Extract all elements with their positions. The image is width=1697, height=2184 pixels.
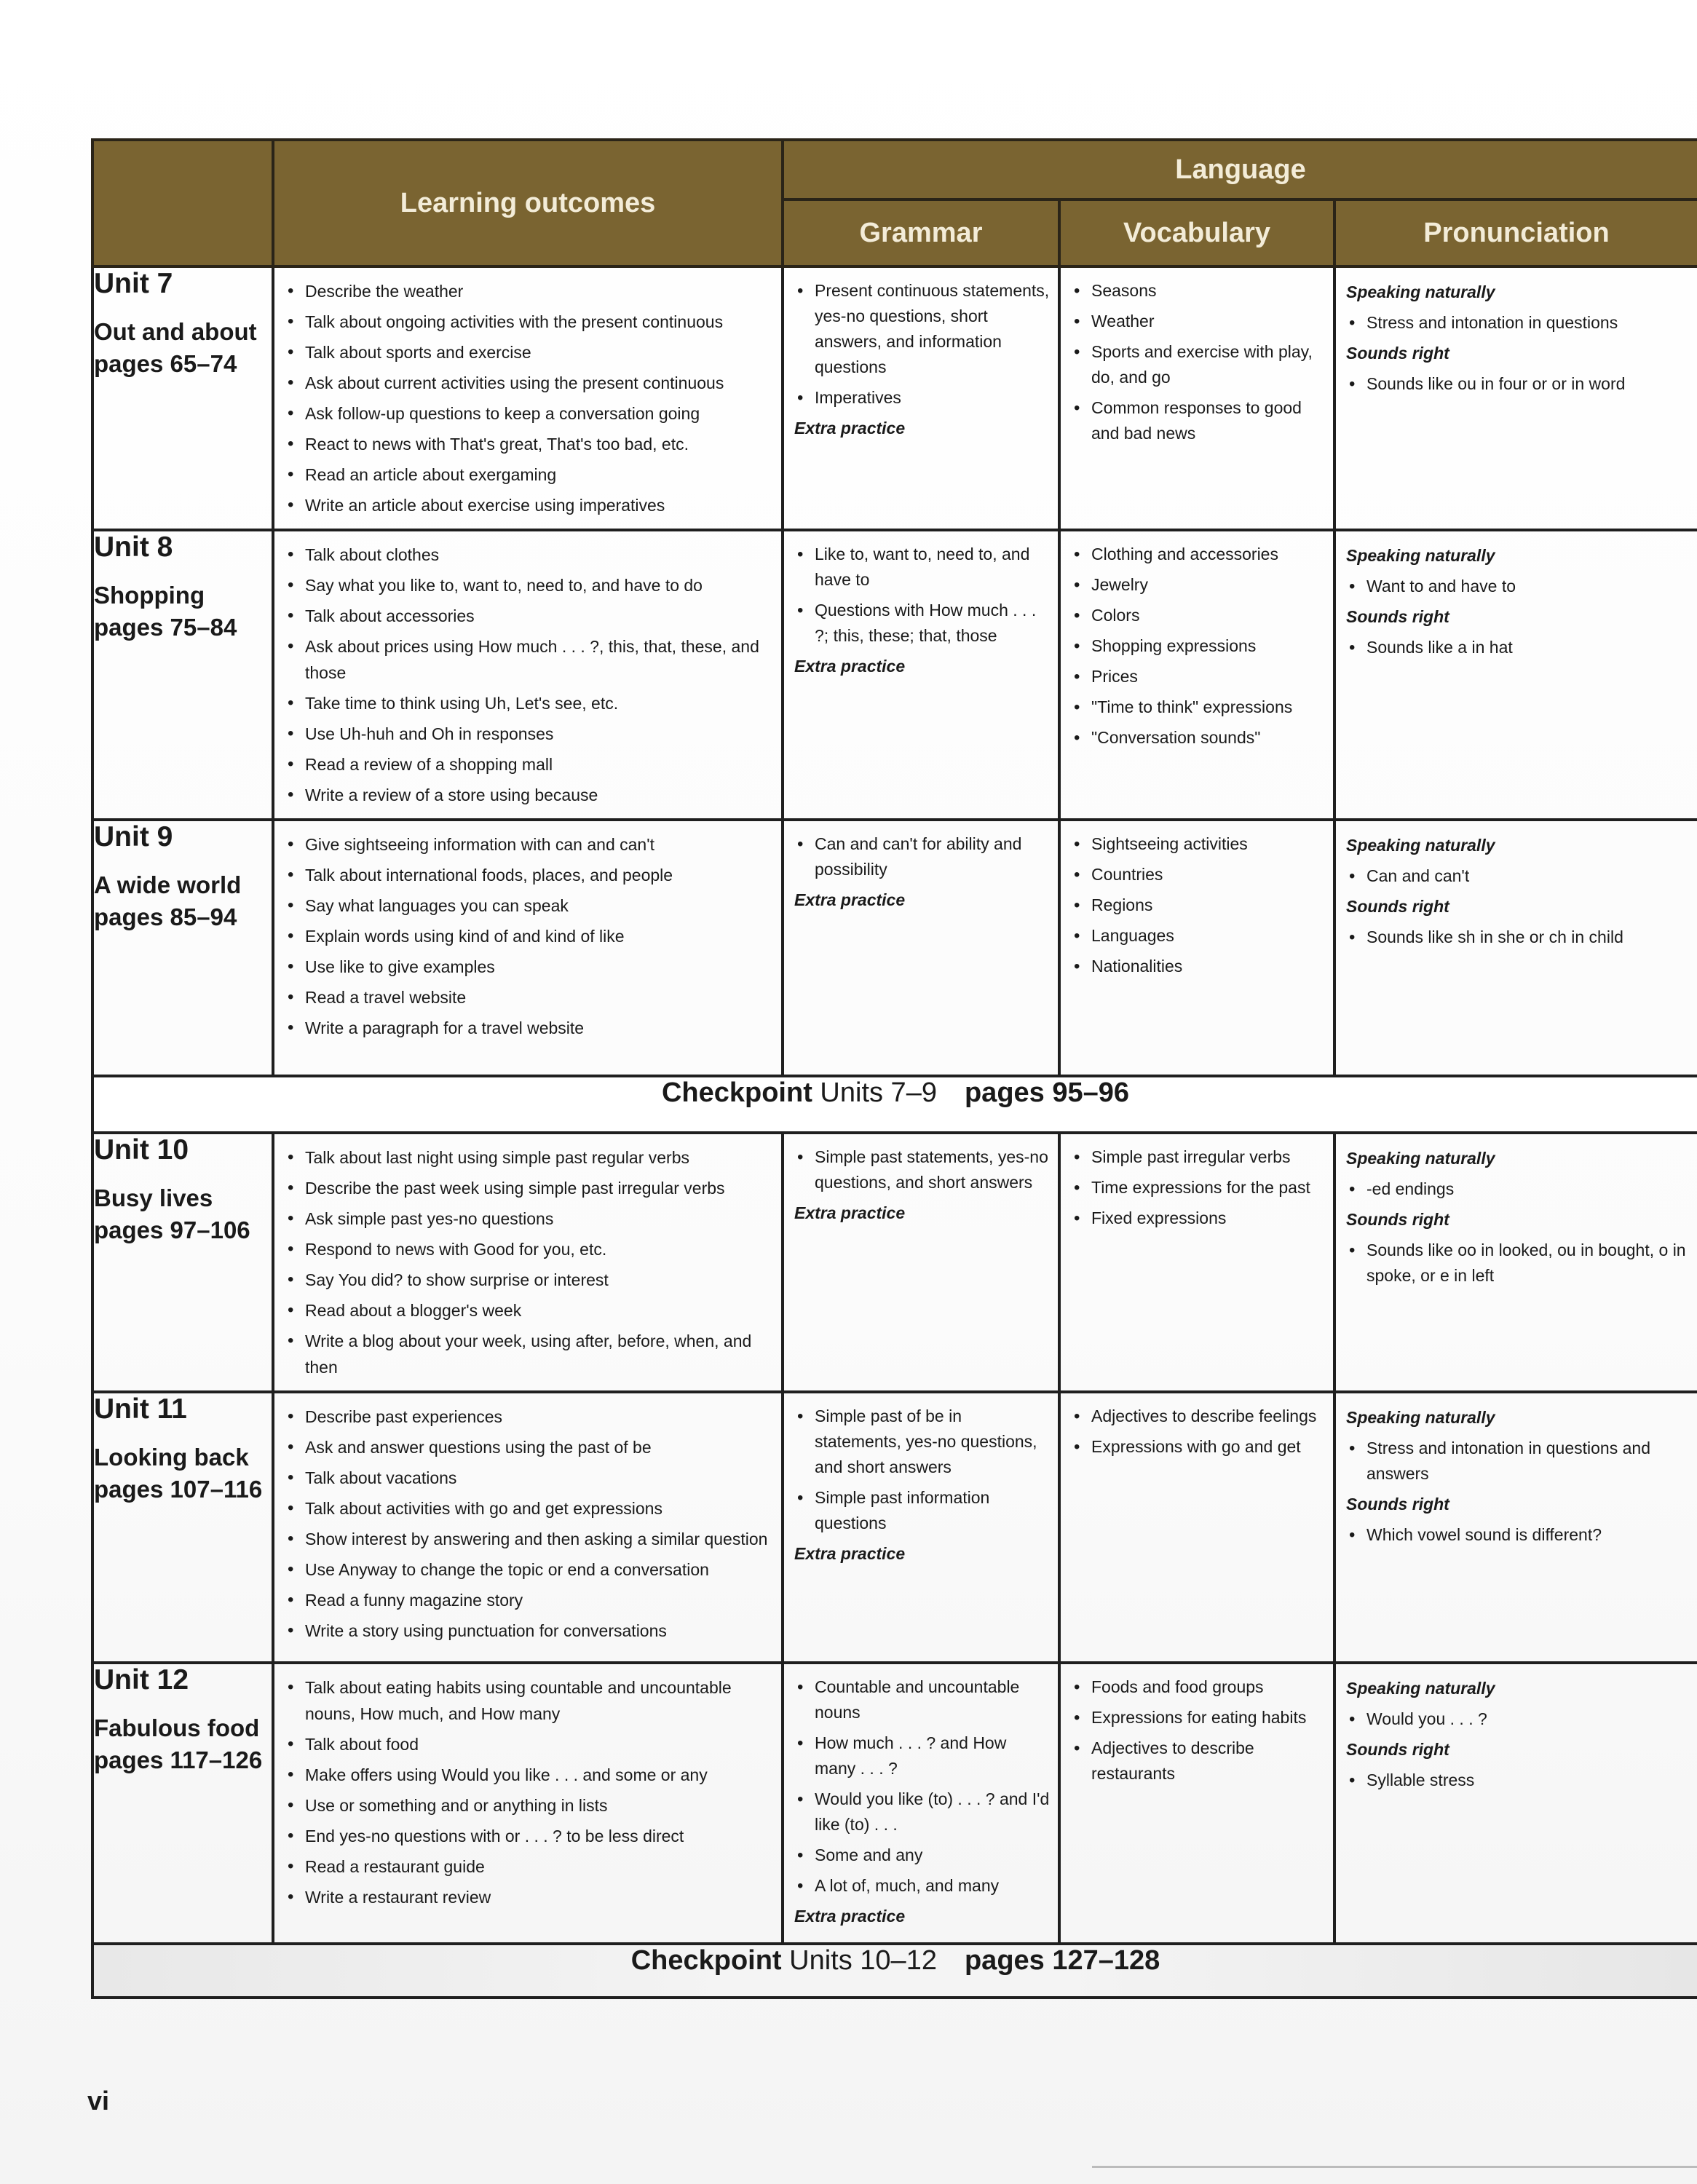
pronunciation-list: [1336, 821, 1697, 961]
extra-practice-label: Extra practice: [794, 1203, 906, 1222]
list-item: • -ed endings: [1346, 1176, 1690, 1202]
list-item: • Say what you like to, want to, need to, and have to do: [285, 572, 774, 598]
learning-outcomes-cell: [273, 530, 783, 820]
list-item: • Use like to give examples: [285, 954, 774, 980]
unit-row-8: [92, 530, 1697, 820]
divider: [1092, 2166, 1697, 2168]
list-item: • Ask and answer questions using the past of be: [285, 1434, 774, 1460]
unit-title: Busy lives: [94, 1184, 213, 1211]
unit-cell: [92, 1663, 273, 1944]
unit-row-12: [92, 1663, 1697, 1944]
list-item: • Which vowel sound is different?: [1346, 1522, 1690, 1548]
vocabulary-cell: [1059, 266, 1334, 530]
pronunciation-cell: [1334, 530, 1697, 820]
list-item: • A lot of, much, and many: [794, 1873, 1051, 1899]
list-item: • Shopping expressions: [1071, 633, 1326, 659]
list-item: • Read a restaurant guide: [285, 1853, 774, 1880]
unit-pages: pages 117–126: [94, 1746, 263, 1773]
pronunciation-list: [1336, 1393, 1697, 1559]
pronunciation-label: Speaking naturally: [1346, 1149, 1495, 1168]
list-item: • Expressions for eating habits: [1071, 1705, 1326, 1730]
unit-title: Fabulous food: [94, 1714, 260, 1741]
unit-number: Unit 7: [94, 268, 173, 299]
unit-row-7: [92, 266, 1697, 530]
list-item: • Ask about current activities using the present continuous: [285, 370, 774, 396]
list-item: • Describe the past week using simple past irregular verbs: [285, 1175, 774, 1201]
scope-sequence-table: [91, 138, 1697, 1999]
unit-cell: [92, 1133, 273, 1392]
grammar-cell: [783, 820, 1059, 1076]
unit-number: Unit 9: [94, 821, 173, 852]
vocabulary-cell: [1059, 530, 1334, 820]
unit-pages: pages 107–116: [94, 1476, 263, 1503]
pronunciation-label: Sounds right: [1346, 1495, 1449, 1514]
vocabulary-list: [1061, 1393, 1333, 1471]
list-item: • Take time to think using Uh, Let's see, etc.: [285, 690, 774, 716]
pronunciation-label: Sounds right: [1346, 1210, 1449, 1229]
list-item: • Prices: [1071, 664, 1326, 689]
list-item: • Some and any: [794, 1843, 1051, 1868]
list-item: • Can and can't for ability and possibility: [794, 831, 1051, 882]
unit-number: Unit 8: [94, 531, 173, 563]
list-item: • Sightseeing activities: [1071, 831, 1326, 857]
grammar-list: [784, 821, 1058, 924]
header-learning-outcomes: Learning outcomes: [273, 140, 783, 266]
list-item: • Ask about prices using How much . . . ?, this, that, these, and those: [285, 633, 774, 686]
list-item: • Sounds like ou in four or or in word: [1346, 371, 1690, 397]
checkpoint-units: Units 7–9: [820, 1077, 937, 1108]
list-item: • Say what languages you can speak: [285, 893, 774, 919]
list-item: • Sounds like oo in looked, ou in bought, o in spoke, or e in left: [1346, 1238, 1690, 1289]
header-blank-cell: [92, 140, 273, 266]
unit-number: Unit 11: [94, 1393, 187, 1425]
pronunciation-label: Speaking naturally: [1346, 836, 1495, 855]
outcomes-list: [274, 531, 781, 818]
list-item: • Write a review of a store using because: [285, 782, 774, 808]
grammar-cell: [783, 1133, 1059, 1392]
grammar-cell: [783, 530, 1059, 820]
grammar-list: [784, 531, 1058, 690]
grammar-list: [784, 1393, 1058, 1578]
pronunciation-label: Speaking naturally: [1346, 1679, 1495, 1698]
pronunciation-label: Speaking naturally: [1346, 1408, 1495, 1427]
outcomes-list: [274, 821, 781, 1051]
vocabulary-list: [1061, 1664, 1333, 1797]
list-item: • Write a story using punctuation for conversations: [285, 1618, 774, 1644]
header-pronunciation: Pronunciation: [1334, 199, 1697, 266]
list-item: • Common responses to good and bad news: [1071, 395, 1326, 446]
list-item: • Clothing and accessories: [1071, 542, 1326, 567]
unit-cell: [92, 820, 273, 1076]
checkpoint-row: [92, 1944, 1697, 1998]
pronunciation-cell: [1334, 1392, 1697, 1663]
table-body: [92, 266, 1697, 1998]
list-item: • Sounds like a in hat: [1346, 635, 1690, 660]
list-item: • Questions with How much . . . ?; this, these; that, those: [794, 598, 1051, 649]
list-item: • Like to, want to, need to, and have to: [794, 542, 1051, 593]
pronunciation-cell: [1334, 266, 1697, 530]
list-item: • Make offers using Would you like . . . and some or any: [285, 1762, 774, 1788]
list-item: • Jewelry: [1071, 572, 1326, 598]
list-item: • Expressions with go and get: [1071, 1434, 1326, 1460]
list-item: • Imperatives: [794, 385, 1051, 411]
list-item: • Foods and food groups: [1071, 1674, 1326, 1700]
list-item: • Talk about ongoing activities with the present continuous: [285, 309, 774, 335]
pronunciation-label: Speaking naturally: [1346, 546, 1495, 565]
learning-outcomes-cell: [273, 820, 783, 1076]
unit-row-11: [92, 1392, 1697, 1663]
list-item: • Respond to news with Good for you, etc.: [285, 1236, 774, 1262]
unit-title: Looking back: [94, 1444, 249, 1471]
list-item: • Want to and have to: [1346, 574, 1690, 599]
list-item: • Describe past experiences: [285, 1404, 774, 1430]
pronunciation-label: Sounds right: [1346, 1740, 1449, 1759]
list-item: • How much . . . ? and How many . . . ?: [794, 1730, 1051, 1781]
pronunciation-cell: [1334, 1663, 1697, 1944]
list-item: • Write a restaurant review: [285, 1884, 774, 1910]
pronunciation-list: [1336, 268, 1697, 408]
list-item: • Read about a blogger's week: [285, 1297, 774, 1324]
checkpoint-cell: [92, 1944, 1697, 1998]
list-item: • Use Uh-huh and Oh in responses: [285, 721, 774, 747]
header-language: Language: [783, 140, 1697, 199]
vocabulary-list: [1061, 531, 1333, 761]
list-item: • Nationalities: [1071, 954, 1326, 979]
list-item: • Countable and uncountable nouns: [794, 1674, 1051, 1725]
pronunciation-cell: [1334, 820, 1697, 1076]
list-item: • Present continuous statements, yes-no questions, short answers, and information questions: [794, 278, 1051, 380]
unit-title: Shopping: [94, 582, 205, 609]
vocabulary-list: [1061, 821, 1333, 990]
grammar-cell: [783, 1392, 1059, 1663]
list-item: • Use or something and or anything in lists: [285, 1792, 774, 1819]
outcomes-list: [274, 1134, 781, 1390]
list-item: • Stress and intonation in questions: [1346, 310, 1690, 336]
list-item: • Sounds like sh in she or ch in child: [1346, 925, 1690, 950]
header-vocabulary: Vocabulary: [1059, 199, 1334, 266]
pronunciation-label: Sounds right: [1346, 607, 1449, 626]
unit-cell: [92, 1392, 273, 1663]
list-item: • Read a travel website: [285, 984, 774, 1010]
checkpoint-row: [92, 1076, 1697, 1133]
list-item: • Write a blog about your week, using after, before, when, and then: [285, 1328, 774, 1380]
unit-number: Unit 10: [94, 1134, 189, 1166]
list-item: • Describe the weather: [285, 278, 774, 304]
vocabulary-list: [1061, 268, 1333, 457]
unit-pages: pages 97–106: [94, 1216, 250, 1243]
unit-pages: pages 65–74: [94, 350, 237, 377]
list-item: • Ask follow-up questions to keep a conversation going: [285, 400, 774, 427]
unit-title: Out and about: [94, 318, 257, 345]
list-item: • "Conversation sounds": [1071, 725, 1326, 751]
list-item: • Countries: [1071, 862, 1326, 887]
unit-row-10: [92, 1133, 1697, 1392]
vocabulary-cell: [1059, 1133, 1334, 1392]
list-item: • Write an article about exercise using imperatives: [285, 492, 774, 518]
page-number: vi: [87, 2086, 110, 2116]
checkpoint-units: Units 10–12: [789, 1945, 937, 1976]
list-item: • Talk about sports and exercise: [285, 339, 774, 365]
list-item: • Give sightseeing information with can and can't: [285, 831, 774, 858]
outcomes-list: [274, 1664, 781, 1920]
pronunciation-list: [1336, 1134, 1697, 1299]
list-item: • Read an article about exergaming: [285, 462, 774, 488]
pronunciation-list: [1336, 531, 1697, 671]
pronunciation-label: Speaking naturally: [1346, 282, 1495, 301]
outcomes-list: [274, 1393, 781, 1654]
learning-outcomes-cell: [273, 266, 783, 530]
vocabulary-cell: [1059, 1392, 1334, 1663]
extra-practice-label: Extra practice: [794, 890, 906, 909]
list-item: • Talk about eating habits using countable and uncountable nouns, How much, and How many: [285, 1674, 774, 1727]
list-item: • Weather: [1071, 309, 1326, 334]
extra-practice-label: Extra practice: [794, 657, 906, 676]
learning-outcomes-cell: [273, 1133, 783, 1392]
checkpoint-word: Checkpoint: [630, 1945, 782, 1976]
checkpoint-pages: pages 127–128: [964, 1945, 1160, 1976]
list-item: • Languages: [1071, 923, 1326, 949]
list-item: • Simple past information questions: [794, 1485, 1051, 1536]
list-item: • Talk about clothes: [285, 542, 774, 568]
pronunciation-list: [1336, 1664, 1697, 1804]
list-item: • Show interest by answering and then asking a similar question: [285, 1526, 774, 1552]
list-item: • Talk about international foods, places, and people: [285, 862, 774, 888]
extra-practice-label: Extra practice: [794, 419, 906, 438]
extra-practice-label: Extra practice: [794, 1907, 906, 1926]
grammar-cell: [783, 266, 1059, 530]
list-item: • Can and can't: [1346, 863, 1690, 889]
checkpoint-cell: [92, 1076, 1697, 1133]
list-item: • Read a review of a shopping mall: [285, 751, 774, 778]
learning-outcomes-cell: [273, 1392, 783, 1663]
list-item: • Talk about last night using simple past regular verbs: [285, 1144, 774, 1171]
list-item: • Use Anyway to change the topic or end a conversation: [285, 1556, 774, 1583]
list-item: • Simple past of be in statements, yes-no questions, and short answers: [794, 1404, 1051, 1480]
list-item: • React to news with That's great, That's too bad, etc.: [285, 431, 774, 457]
list-item: • Ask simple past yes-no questions: [285, 1206, 774, 1232]
list-item: • Time expressions for the past: [1071, 1175, 1326, 1200]
grammar-cell: [783, 1663, 1059, 1944]
list-item: • Say You did? to show surprise or interest: [285, 1267, 774, 1293]
list-item: • Talk about accessories: [285, 603, 774, 629]
list-item: • Colors: [1071, 603, 1326, 628]
list-item: • End yes-no questions with or . . . ? to be less direct: [285, 1823, 774, 1849]
list-item: • Syllable stress: [1346, 1768, 1690, 1793]
vocabulary-list: [1061, 1134, 1333, 1242]
unit-pages: pages 85–94: [94, 903, 237, 930]
unit-cell: [92, 530, 273, 820]
unit-title: A wide world: [94, 871, 242, 898]
list-item: • Simple past irregular verbs: [1071, 1144, 1326, 1170]
list-item: • Explain words using kind of and kind of like: [285, 923, 774, 949]
unit-number: Unit 12: [94, 1664, 189, 1696]
list-item: • Talk about food: [285, 1731, 774, 1757]
list-item: • Read a funny magazine story: [285, 1587, 774, 1613]
vocabulary-cell: [1059, 820, 1334, 1076]
list-item: • Regions: [1071, 893, 1326, 918]
learning-outcomes-cell: [273, 1663, 783, 1944]
list-item: • Talk about activities with go and get expressions: [285, 1495, 774, 1522]
unit-cell: [92, 266, 273, 530]
list-item: • Sports and exercise with play, do, and go: [1071, 339, 1326, 390]
outcomes-list: [274, 268, 781, 529]
list-item: • "Time to think" expressions: [1071, 695, 1326, 720]
list-item: • Fixed expressions: [1071, 1206, 1326, 1231]
pronunciation-label: Sounds right: [1346, 897, 1449, 916]
list-item: • Adjectives to describe feelings: [1071, 1404, 1326, 1429]
unit-pages: pages 75–84: [94, 614, 237, 641]
pronunciation-label: Sounds right: [1346, 344, 1449, 363]
list-item: • Adjectives to describe restaurants: [1071, 1736, 1326, 1787]
list-item: • Stress and intonation in questions and answers: [1346, 1436, 1690, 1487]
extra-practice-label: Extra practice: [794, 1544, 906, 1563]
grammar-list: [784, 1664, 1058, 1940]
pronunciation-cell: [1334, 1133, 1697, 1392]
list-item: • Talk about vacations: [285, 1465, 774, 1491]
grammar-list: [784, 1134, 1058, 1237]
checkpoint-word: Checkpoint: [661, 1077, 812, 1108]
list-item: • Would you like (to) . . . ? and I'd like (to) . . .: [794, 1787, 1051, 1837]
checkpoint-pages: pages 95–96: [964, 1077, 1130, 1108]
list-item: • Seasons: [1071, 278, 1326, 304]
vocabulary-cell: [1059, 1663, 1334, 1944]
unit-row-9: [92, 820, 1697, 1076]
grammar-list: [784, 268, 1058, 452]
header-grammar: Grammar: [783, 199, 1059, 266]
list-item: • Write a paragraph for a travel website: [285, 1015, 774, 1041]
list-item: • Would you . . . ?: [1346, 1706, 1690, 1732]
list-item: • Simple past statements, yes-no questions, and short answers: [794, 1144, 1051, 1195]
